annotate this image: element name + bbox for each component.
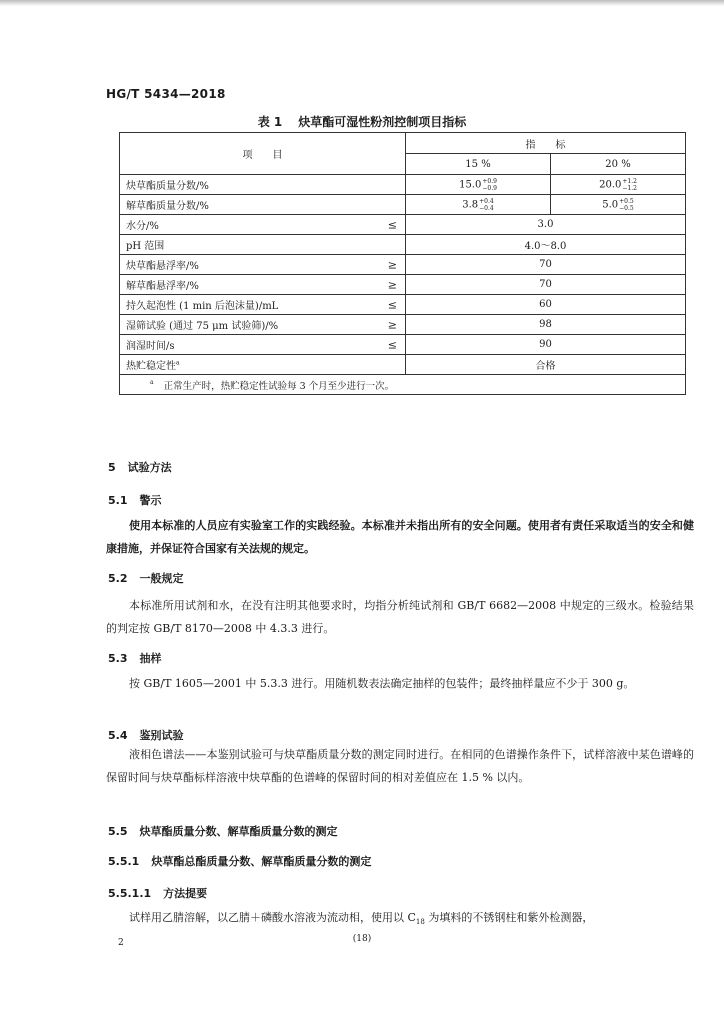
value-tolerance (622, 178, 637, 192)
row-value: 3.0 (406, 215, 686, 235)
tolerance-lower: −0.5 (619, 204, 634, 212)
comparison-symbol: ≤ (387, 338, 397, 351)
table-row (120, 175, 686, 195)
section-5-5: 5.5 炔草酯质量分数、解草酯质量分数的测定 (108, 825, 338, 838)
spec-table (119, 132, 686, 395)
table-number: 表 1 (257, 115, 283, 129)
paragraph-5-1: 使用本标准的人员应有实验室工作的实践经验。本标准并未指出所有的安全问题。使用者有责任采取适当的安全和健康措施，并保证符合国家有关法规的规定。 (106, 519, 694, 555)
paragraph-5-4: 液相色谱法——本鉴别试验可与炔草酯质量分数的测定同时进行。在相同的色谱操作条件下，试样溶液中某色谱峰的保留时间与炔草酯标样溶液中炔草酯的色谱峰的保留时间的相对差值应在 1.5 % 以内。 (106, 748, 694, 784)
row-item-label: 热贮稳定性 (126, 361, 176, 372)
comparison-symbol: ≥ (387, 258, 397, 271)
value-nominal: 15.0 (459, 179, 482, 190)
table-row (120, 335, 686, 355)
row-item-label: 润湿时间/s (126, 341, 175, 352)
table-footnote-row (120, 375, 686, 395)
row-item (120, 295, 406, 315)
paragraph-5-5-1-1: 试样用乙腈溶解，以乙腈＋磷酸水溶液为流动相，使用以 $C_{18}$ 为填料的不锈钢柱和紫外检测器， (129, 911, 594, 927)
row-item (120, 255, 406, 275)
footnote-mark: a (176, 359, 180, 367)
row-item (120, 215, 406, 235)
row-value: 90 (406, 335, 686, 355)
header-20pct: 20 % (551, 154, 686, 175)
table-footnote (120, 375, 686, 395)
value-nominal: 3.8 (462, 199, 479, 210)
table-row (120, 315, 686, 335)
row-value-15pct (406, 175, 551, 195)
row-value-20pct (551, 175, 686, 195)
section-5-4: 5.4 鉴别试验 (108, 729, 184, 742)
row-item-label: 炔草酯质量分数/% (120, 175, 406, 195)
tolerance-upper: +0.5 (619, 197, 634, 205)
page-sequence: (18) (352, 934, 372, 944)
section-5-3: 5.3 抽样 (108, 652, 162, 665)
comparison-symbol: ≥ (387, 318, 397, 331)
tolerance-upper: +1.2 (622, 177, 637, 185)
row-value: 70 (406, 255, 686, 275)
tolerance-lower: −1.2 (622, 184, 637, 192)
value-tolerance (479, 198, 494, 212)
value-nominal: 20.0 (599, 179, 622, 190)
table-row (120, 215, 686, 235)
standard-number-header: HG/T 5434—2018 (106, 87, 226, 101)
section-5-1: 5.1 警示 (108, 494, 162, 507)
section-5-2: 5.2 一般规定 (108, 572, 184, 585)
row-item (120, 335, 406, 355)
header-index: 指 标 (406, 133, 686, 154)
tolerance-upper: +0.4 (479, 197, 494, 205)
scan-edge (0, 0, 724, 6)
table-row (120, 255, 686, 275)
tolerance-lower: −0.9 (482, 184, 497, 192)
row-value: 70 (406, 275, 686, 295)
comparison-symbol: ≤ (387, 298, 397, 311)
table-title (0, 113, 724, 130)
row-value-20pct (551, 195, 686, 215)
table-row (120, 275, 686, 295)
value-nominal: 5.0 (602, 199, 619, 210)
comparison-symbol: ≥ (387, 278, 397, 291)
header-15pct: 15 % (406, 154, 551, 175)
table-row (120, 235, 686, 255)
section-5-5-1-1: 5.5.1.1 方法提要 (108, 887, 208, 900)
row-item-label: 炔草酯悬浮率/% (126, 261, 199, 272)
tolerance-lower: −0.4 (479, 204, 494, 212)
row-value: 合格 (406, 355, 686, 375)
footnote-mark: a (150, 379, 154, 387)
row-item-label: 解草酯质量分数/% (120, 195, 406, 215)
table-row (120, 295, 686, 315)
comparison-symbol: ≤ (387, 218, 397, 231)
table-row (120, 355, 686, 375)
row-value: 60 (406, 295, 686, 315)
row-item-label: pH 范围 (126, 241, 165, 252)
footnote-text: 正常生产时，热贮稳定性试验每 3 个月至少进行一次。 (163, 380, 395, 392)
table-title-text: 炔草酯可湿性粉剂控制项目指标 (298, 115, 467, 129)
row-value: 98 (406, 315, 686, 335)
row-item (120, 355, 406, 375)
row-item (120, 275, 406, 295)
value-tolerance (619, 198, 634, 212)
page-number: 2 (118, 938, 124, 948)
row-item (120, 235, 406, 255)
row-item-label: 解草酯悬浮率/% (126, 281, 199, 292)
section-5-5-1: 5.5.1 炔草酯总酯质量分数、解草酯质量分数的测定 (108, 855, 372, 868)
value-tolerance (482, 178, 497, 192)
table-row (120, 195, 686, 215)
row-value: 4.0～8.0 (406, 235, 686, 255)
section-5: 5 试验方法 (108, 461, 172, 474)
row-item-label: 水分/% (126, 221, 159, 232)
paragraph-5-3: 按 GB/T 1605—2001 中 5.3.3 进行。用随机数表法确定抽样的包装件；最终抽样量应不少于 300 g。 (129, 677, 635, 690)
tolerance-upper: +0.9 (482, 177, 497, 185)
paragraph-5-2: 本标准所用试剂和水，在没有注明其他要求时，均指分析纯试剂和 GB/T 6682—2008 中规定的三级水。检验结果的判定按 GB/T 8170—2008 中 4.3.3 进行。 (106, 599, 694, 635)
header-item: 项 目 (120, 133, 406, 175)
row-value-15pct (406, 195, 551, 215)
row-item-label: 持久起泡性 (1 min 后泡沫量)/mL (126, 301, 279, 312)
row-item-label: 湿筛试验 (通过 75 μm 试验筛)/% (126, 321, 279, 332)
row-item (120, 315, 406, 335)
